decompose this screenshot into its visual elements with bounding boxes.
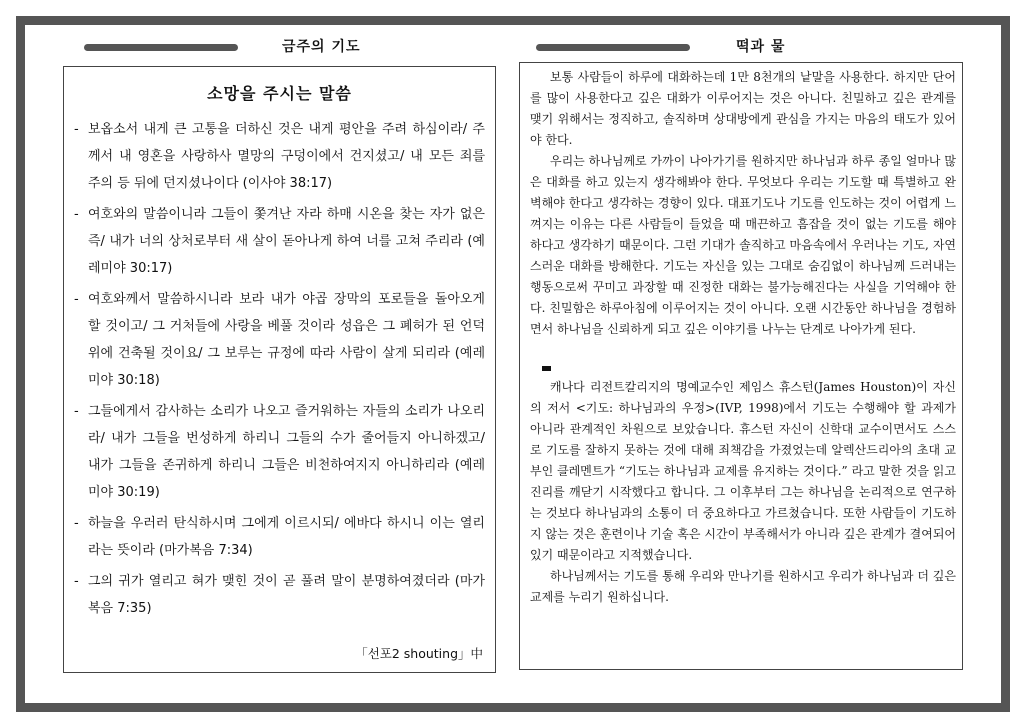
article-paragraph: 보통 사람들이 하루에 대화하는데 1만 8천개의 낱말을 사용한다. 하지만 단어를 많이 사용한다고 깊은 대화가 이루어지는 것은 아니다. 친밀하고 깊은 관계를 맺기 위해서는 정직하고, 솔직하며 상대방에게 관심을 가지는 마음의 태도가 있어야 한다. xyxy=(530,70,956,147)
right-section-title: 떡과 물 xyxy=(736,39,786,55)
article-box xyxy=(519,62,963,670)
left-section-title: 금주의 기도 xyxy=(282,39,361,55)
bullet-dash: - xyxy=(74,574,79,589)
verse-text: 하늘을 우러러 탄식하시며 그에게 이르시되/ 에바다 하시니 이는 열리라는 뜻이라 (마가복음 7:34) xyxy=(88,516,485,558)
article-paragraph: 우리는 하나님께로 가까이 나아가기를 원하지만 하나님과 하루 종일 얼마나 많은 대화를 하고 있는지 생각해봐야 한다. 무엇보다 우리는 기도할 때 특별하고 완벽해야 한다고 생각하는 경향이 있다. 대표기도나 기도를 인도하는 것이 어렵게 느껴지는 이유는 다른 사람들이 들었을 때 매끈하고 흠잡을 것이 없는 기도를 해야 하다고 생각하기 때문이다. 그런 기대가 솔직하고 마음속에서 우러나는 기도, 자연스러운 대화를 방해한다. 기도는 자신을 있는 그대로 숨김없이 하나님께 드러내는 행동으로써 꾸미고 과장할 때 진정한 대화는 불가능해진다는 사실을 기억해야 한다. 친밀함은 하루아침에 이루어지는 것이 아니다. 오랜 시간동안 하나님을 경험하면서 하나님을 신뢰하게 되고 깊은 이야기를 나누는 단계로 나아가게 된다. xyxy=(530,154,956,336)
bullet-dash: - xyxy=(74,122,79,137)
verse-text: 여호와의 말씀이니라 그들이 쫓겨난 자라 하매 시온을 찾는 자가 없은즉/ 내가 너의 상처로부터 새 살이 돋아나게 하여 너를 고쳐 주리라 (예레미야 30:17) xyxy=(88,207,485,276)
verse-text: 여호와께서 말씀하시니라 보라 내가 야곱 장막의 포로들을 돌아오게 할 것이고/ 그 거처들에 사랑을 베풀 것이라 성읍은 그 폐허가 된 언덕 위에 건축될 것이요/ 그 보루는 규정에 따라 사람이 살게 되리라 (예레미야 30:18) xyxy=(88,292,485,388)
verse-item xyxy=(74,116,485,197)
article-paragraph: 하나님께서는 기도를 통해 우리와 만나기를 원하시고 우리가 하나님과 더 깊은 교제를 누리기 원하십니다. xyxy=(530,569,956,604)
article-paragraph: 캐나다 리전트칼리지의 명예교수인 제임스 휴스턴(James Houston)이 자신의 저서 <기도: 하나님과의 우정>(IVP, 1998)에서 기도는 수행해야 할 과제가 아니라 관계적인 차원으로 보았습니다. 휴스턴 자신이 신학대 교수이면서도 스스로 기도를 잘하지 못하는 것에 대해 죄책감을 가졌었는데 알렉산드리아의 초대 교부인 클레멘트가 “기도는 하나님과 교제를 유지하는 것이다.” 라고 말한 것을 읽고 진리를 깨닫기 시작했다고 합니다. 그 이후부터 그는 하나님을 논리적으로 연구하는 것보다 하나님과의 소통이 더 중요하다고 가르쳤습니다. 또한 사람들이 기도하지 않는 것은 훈련이나 기술 혹은 시간이 부족해서가 아니라 깊은 관계가 결여되어 있기 때문이라고 지적했습니다. xyxy=(530,380,956,562)
left-header-bar xyxy=(84,44,238,51)
verse-text: 그의 귀가 열리고 혀가 맺힌 것이 곧 풀려 말이 분명하여졌더라 (마가복음 7:35) xyxy=(88,574,485,616)
verse-list xyxy=(64,116,495,622)
right-header-bar xyxy=(536,44,690,51)
bullet-dash: - xyxy=(74,404,79,419)
bullet-dash: - xyxy=(74,207,79,222)
verse-text: 보옵소서 내게 큰 고통을 더하신 것은 내게 평안을 주려 하심이라/ 주께서 내 영혼을 사랑하사 멸망의 구덩이에서 건지셨고/ 내 모든 죄를 주의 등 뒤에 던지셨나이다 (이사야 38:17) xyxy=(88,122,485,191)
scripture-box xyxy=(63,66,496,673)
verse-text: 그들에게서 감사하는 소리가 나오고 즐거워하는 자들의 소리가 나오리라/ 내가 그들을 번성하게 하리니 그들의 수가 줄어들지 아니하겠고/ 내가 그들을 존귀하게 하리니 그들은 비천하여지지 아니하리라 (예레미야 30:19) xyxy=(88,404,485,500)
bullet-dash: - xyxy=(74,292,79,307)
verse-item xyxy=(74,398,485,506)
section-marker xyxy=(542,366,551,371)
scripture-title: 소망을 주시는 말씀 xyxy=(207,84,352,103)
verse-item xyxy=(74,286,485,394)
verse-item xyxy=(74,201,485,282)
bullet-dash: - xyxy=(74,516,79,531)
source-citation: 「선포2 shouting」中 xyxy=(355,646,483,661)
article-body xyxy=(520,63,962,608)
verse-item xyxy=(74,510,485,564)
verse-item xyxy=(74,568,485,622)
